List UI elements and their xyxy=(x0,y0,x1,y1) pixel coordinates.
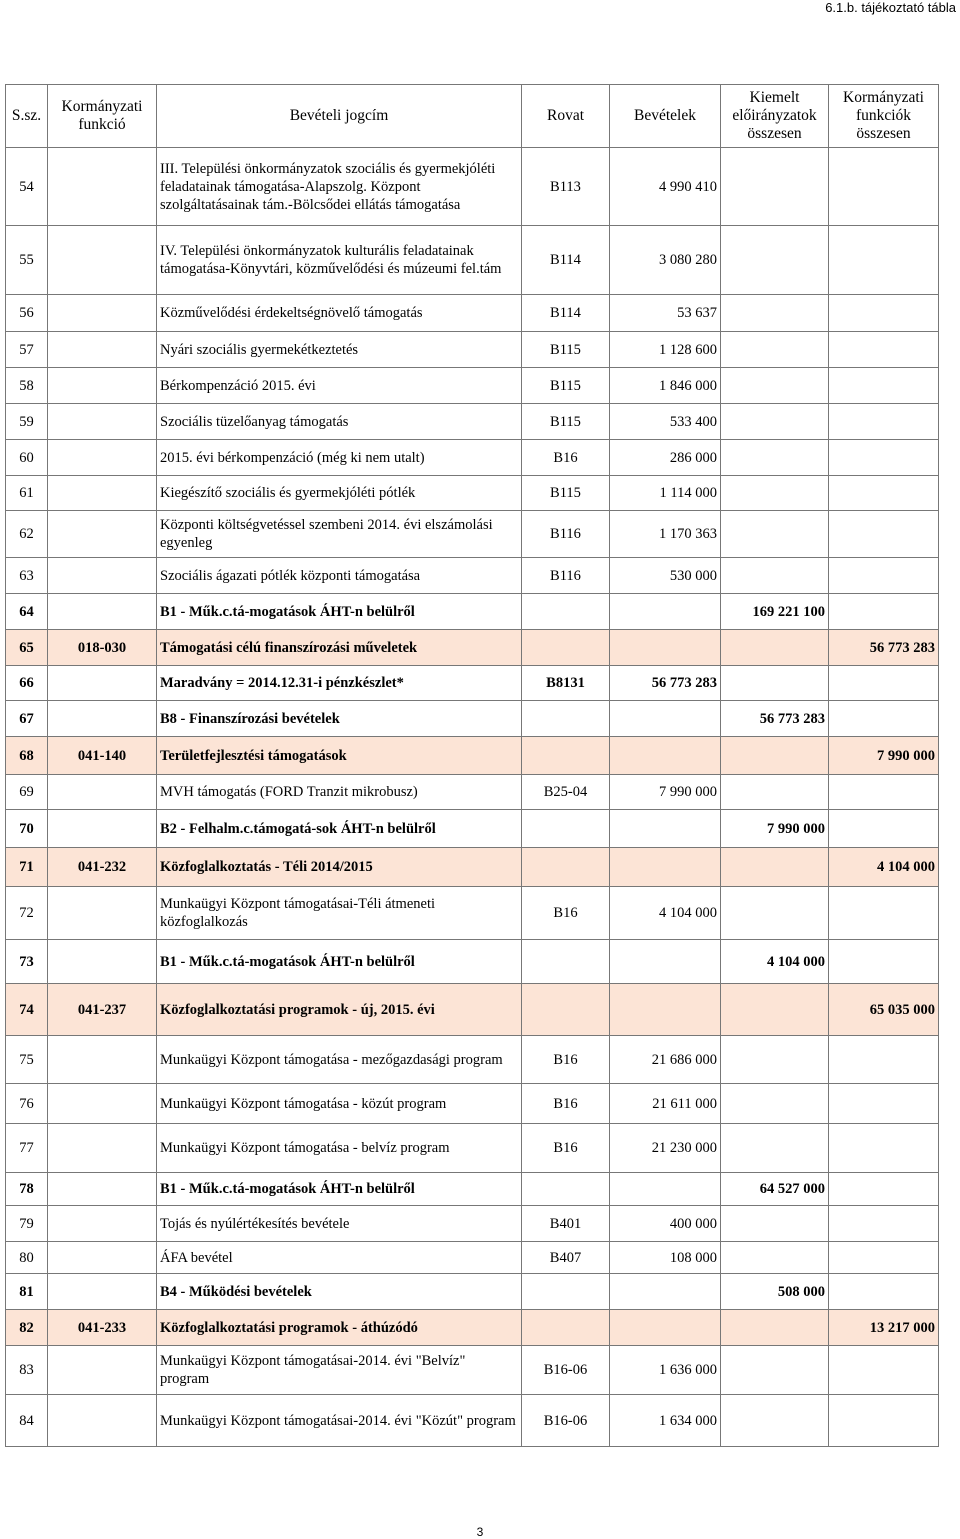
row-number: 54 xyxy=(6,148,48,226)
row-number: 79 xyxy=(6,1206,48,1242)
row-amount xyxy=(610,1310,721,1346)
row-kiemelt xyxy=(721,476,829,511)
row-korm xyxy=(829,1124,939,1173)
row-rovat: B16 xyxy=(522,440,610,476)
row-desc: Munkaügyi Központ támogatása - közút program xyxy=(157,1084,522,1124)
row-func: 018-030 xyxy=(48,630,157,666)
row-amount: 1 170 363 xyxy=(610,511,721,558)
row-rovat: B25-04 xyxy=(522,775,610,810)
row-kiemelt xyxy=(721,511,829,558)
row-korm xyxy=(829,295,939,332)
row-amount xyxy=(610,940,721,984)
row-korm: 13 217 000 xyxy=(829,1310,939,1346)
row-amount: 21 686 000 xyxy=(610,1036,721,1084)
row-rovat xyxy=(522,594,610,630)
row-amount: 530 000 xyxy=(610,558,721,594)
row-number: 80 xyxy=(6,1242,48,1274)
row-func xyxy=(48,1173,157,1206)
header-rovat: Rovat xyxy=(522,85,610,148)
row-korm xyxy=(829,1274,939,1310)
row-kiemelt xyxy=(721,848,829,887)
row-korm: 4 104 000 xyxy=(829,848,939,887)
row-kiemelt xyxy=(721,666,829,701)
row-desc: Bérkompenzáció 2015. évi xyxy=(157,368,522,404)
table-row xyxy=(6,1036,939,1084)
row-number: 55 xyxy=(6,226,48,295)
row-desc: Maradvány = 2014.12.31-i pénzkészlet* xyxy=(157,666,522,701)
row-desc: Munkaügyi Központ támogatásai-2014. évi "Közút" program xyxy=(157,1395,522,1447)
row-amount: 1 128 600 xyxy=(610,332,721,368)
row-korm: 56 773 283 xyxy=(829,630,939,666)
row-amount: 1 846 000 xyxy=(610,368,721,404)
row-kiemelt: 508 000 xyxy=(721,1274,829,1310)
row-number: 73 xyxy=(6,940,48,984)
row-desc: Közművelődési érdekeltségnövelő támogatás xyxy=(157,295,522,332)
row-amount: 1 634 000 xyxy=(610,1395,721,1447)
row-kiemelt xyxy=(721,332,829,368)
row-amount: 1 114 000 xyxy=(610,476,721,511)
row-kiemelt: 56 773 283 xyxy=(721,701,829,737)
table-row xyxy=(6,440,939,476)
row-korm xyxy=(829,1206,939,1242)
row-number: 76 xyxy=(6,1084,48,1124)
table-row xyxy=(6,666,939,701)
row-amount: 21 230 000 xyxy=(610,1124,721,1173)
row-desc: Munkaügyi Központ támogatásai-Téli átmeneti közfoglalkozás xyxy=(157,887,522,940)
row-korm xyxy=(829,1173,939,1206)
row-desc: IV. Települési önkormányzatok kulturális feladatainak támogatása-Könyvtári, közművelődési és múzeumi fel.tám xyxy=(157,226,522,295)
row-number: 64 xyxy=(6,594,48,630)
row-korm xyxy=(829,810,939,848)
table-row xyxy=(6,1395,939,1447)
header-title: Bevételi jogcím xyxy=(157,85,522,148)
row-kiemelt: 4 104 000 xyxy=(721,940,829,984)
row-number: 84 xyxy=(6,1395,48,1447)
row-func xyxy=(48,1346,157,1395)
table-row xyxy=(6,226,939,295)
row-desc: 2015. évi bérkompenzáció (még ki nem utalt) xyxy=(157,440,522,476)
row-number: 81 xyxy=(6,1274,48,1310)
row-func xyxy=(48,226,157,295)
row-func xyxy=(48,511,157,558)
table-row xyxy=(6,701,939,737)
row-korm xyxy=(829,1395,939,1447)
row-number: 74 xyxy=(6,984,48,1036)
row-amount xyxy=(610,1274,721,1310)
row-func xyxy=(48,1395,157,1447)
row-number: 69 xyxy=(6,775,48,810)
row-func xyxy=(48,594,157,630)
table-row xyxy=(6,1124,939,1173)
row-amount xyxy=(610,701,721,737)
row-korm xyxy=(829,476,939,511)
table-row xyxy=(6,775,939,810)
row-kiemelt xyxy=(721,558,829,594)
row-amount: 533 400 xyxy=(610,404,721,440)
table-row xyxy=(6,404,939,440)
row-func xyxy=(48,775,157,810)
row-korm xyxy=(829,666,939,701)
row-kiemelt xyxy=(721,148,829,226)
row-func xyxy=(48,404,157,440)
row-number: 62 xyxy=(6,511,48,558)
row-desc: B2 - Felhalm.c.támogatá-sok ÁHT-n belülről xyxy=(157,810,522,848)
row-amount: 56 773 283 xyxy=(610,666,721,701)
row-rovat: B113 xyxy=(522,148,610,226)
row-korm xyxy=(829,511,939,558)
row-desc: Központi költségvetéssel szembeni 2014. évi elszámolási egyenleg xyxy=(157,511,522,558)
row-kiemelt xyxy=(721,1242,829,1274)
row-desc: Területfejlesztési támogatások xyxy=(157,737,522,775)
row-kiemelt xyxy=(721,887,829,940)
row-number: 58 xyxy=(6,368,48,404)
row-amount: 4 990 410 xyxy=(610,148,721,226)
row-amount xyxy=(610,810,721,848)
row-korm xyxy=(829,332,939,368)
row-amount: 1 636 000 xyxy=(610,1346,721,1395)
row-kiemelt: 7 990 000 xyxy=(721,810,829,848)
row-rovat: B115 xyxy=(522,476,610,511)
row-korm xyxy=(829,775,939,810)
header-row xyxy=(6,85,939,148)
row-number: 72 xyxy=(6,887,48,940)
row-korm xyxy=(829,701,939,737)
table-row xyxy=(6,332,939,368)
header-bevetelek: Bevételek xyxy=(610,85,721,148)
row-amount xyxy=(610,630,721,666)
table-row xyxy=(6,1173,939,1206)
row-kiemelt xyxy=(721,404,829,440)
table-row xyxy=(6,630,939,666)
row-korm xyxy=(829,440,939,476)
row-number: 63 xyxy=(6,558,48,594)
row-func xyxy=(48,368,157,404)
table-row xyxy=(6,148,939,226)
row-amount xyxy=(610,594,721,630)
table-row xyxy=(6,594,939,630)
row-kiemelt xyxy=(721,226,829,295)
row-rovat: B116 xyxy=(522,511,610,558)
row-kiemelt xyxy=(721,368,829,404)
row-desc: Szociális tüzelőanyag támogatás xyxy=(157,404,522,440)
row-desc: Kiegészítő szociális és gyermekjóléti pótlék xyxy=(157,476,522,511)
row-func xyxy=(48,940,157,984)
row-amount: 400 000 xyxy=(610,1206,721,1242)
row-rovat: B16 xyxy=(522,1036,610,1084)
row-rovat xyxy=(522,630,610,666)
row-kiemelt xyxy=(721,1395,829,1447)
row-amount: 4 104 000 xyxy=(610,887,721,940)
row-rovat xyxy=(522,701,610,737)
row-korm xyxy=(829,1346,939,1395)
row-rovat: B407 xyxy=(522,1242,610,1274)
row-desc: Munkaügyi Központ támogatásai-2014. évi "Belvíz" program xyxy=(157,1346,522,1395)
row-korm xyxy=(829,1242,939,1274)
row-korm xyxy=(829,1036,939,1084)
row-desc: Támogatási célú finanszírozási műveletek xyxy=(157,630,522,666)
row-func xyxy=(48,1274,157,1310)
row-kiemelt xyxy=(721,1036,829,1084)
row-func xyxy=(48,701,157,737)
row-func xyxy=(48,666,157,701)
row-rovat: B16-06 xyxy=(522,1346,610,1395)
row-desc: Közfoglalkoztatás - Téli 2014/2015 xyxy=(157,848,522,887)
table-row xyxy=(6,887,939,940)
row-amount: 3 080 280 xyxy=(610,226,721,295)
row-rovat: B115 xyxy=(522,368,610,404)
table-row xyxy=(6,558,939,594)
row-rovat: B16 xyxy=(522,1084,610,1124)
row-kiemelt xyxy=(721,1206,829,1242)
row-number: 77 xyxy=(6,1124,48,1173)
row-amount: 286 000 xyxy=(610,440,721,476)
row-kiemelt xyxy=(721,1124,829,1173)
row-korm xyxy=(829,226,939,295)
row-number: 78 xyxy=(6,1173,48,1206)
row-desc: MVH támogatás (FORD Tranzit mikrobusz) xyxy=(157,775,522,810)
row-rovat: B401 xyxy=(522,1206,610,1242)
row-number: 75 xyxy=(6,1036,48,1084)
row-rovat xyxy=(522,1173,610,1206)
row-korm xyxy=(829,1084,939,1124)
row-func xyxy=(48,1084,157,1124)
row-korm: 65 035 000 xyxy=(829,984,939,1036)
table-row xyxy=(6,940,939,984)
table-row xyxy=(6,1206,939,1242)
table-row xyxy=(6,1242,939,1274)
row-rovat: B8131 xyxy=(522,666,610,701)
row-kiemelt xyxy=(721,1084,829,1124)
row-number: 65 xyxy=(6,630,48,666)
row-rovat xyxy=(522,848,610,887)
row-korm xyxy=(829,558,939,594)
header-kiemelt: Kiemelt előirányzatok összesen xyxy=(721,85,829,148)
row-number: 60 xyxy=(6,440,48,476)
table-row xyxy=(6,984,939,1036)
row-rovat: B114 xyxy=(522,226,610,295)
table-label: 6.1.b. tájékoztató tábla xyxy=(825,0,956,15)
row-kiemelt: 169 221 100 xyxy=(721,594,829,630)
row-kiemelt xyxy=(721,440,829,476)
row-rovat xyxy=(522,737,610,775)
table-row xyxy=(6,1346,939,1395)
row-func xyxy=(48,887,157,940)
table-row xyxy=(6,1274,939,1310)
row-func xyxy=(48,810,157,848)
row-rovat: B116 xyxy=(522,558,610,594)
row-rovat: B16-06 xyxy=(522,1395,610,1447)
table-row xyxy=(6,1084,939,1124)
row-desc: B1 - Műk.c.tá-mogatások ÁHT-n belülről xyxy=(157,594,522,630)
row-func xyxy=(48,1242,157,1274)
row-kiemelt xyxy=(721,775,829,810)
row-korm xyxy=(829,594,939,630)
row-rovat: B115 xyxy=(522,404,610,440)
row-desc: B1 - Műk.c.tá-mogatások ÁHT-n belülről xyxy=(157,1173,522,1206)
row-kiemelt xyxy=(721,1346,829,1395)
table-row xyxy=(6,511,939,558)
row-rovat xyxy=(522,984,610,1036)
header-ssz: S.sz. xyxy=(6,85,48,148)
header-korm: Kormányzati funkciók összesen xyxy=(829,85,939,148)
row-rovat xyxy=(522,1310,610,1346)
row-desc: III. Települési önkormányzatok szociális és gyermekjóléti feladatainak támogatása-Alapszolg. Központ szolgáltatásainak tám.-Bölcsődei ellátás támogatása xyxy=(157,148,522,226)
header-func: Kormányzati funkció xyxy=(48,85,157,148)
row-func: 041-233 xyxy=(48,1310,157,1346)
row-desc: Tojás és nyúlértékesítés bevétele xyxy=(157,1206,522,1242)
row-desc: Közfoglalkoztatási programok - áthúzódó xyxy=(157,1310,522,1346)
row-amount xyxy=(610,848,721,887)
table-row xyxy=(6,476,939,511)
row-number: 82 xyxy=(6,1310,48,1346)
row-func xyxy=(48,558,157,594)
row-rovat: B16 xyxy=(522,887,610,940)
table-row xyxy=(6,737,939,775)
row-korm xyxy=(829,148,939,226)
row-desc: B1 - Műk.c.tá-mogatások ÁHT-n belülről xyxy=(157,940,522,984)
row-amount xyxy=(610,984,721,1036)
row-number: 67 xyxy=(6,701,48,737)
row-desc: Munkaügyi Központ támogatása - belvíz program xyxy=(157,1124,522,1173)
row-number: 70 xyxy=(6,810,48,848)
row-kiemelt xyxy=(721,984,829,1036)
row-amount: 108 000 xyxy=(610,1242,721,1274)
row-amount: 53 637 xyxy=(610,295,721,332)
row-func xyxy=(48,332,157,368)
row-desc: B4 - Működési bevételek xyxy=(157,1274,522,1310)
row-kiemelt xyxy=(721,630,829,666)
row-func: 041-140 xyxy=(48,737,157,775)
page-number: 3 xyxy=(476,1525,484,1539)
row-amount xyxy=(610,1173,721,1206)
row-rovat: B16 xyxy=(522,1124,610,1173)
row-kiemelt xyxy=(721,1310,829,1346)
row-rovat xyxy=(522,810,610,848)
row-number: 61 xyxy=(6,476,48,511)
row-korm: 7 990 000 xyxy=(829,737,939,775)
row-number: 66 xyxy=(6,666,48,701)
row-kiemelt xyxy=(721,295,829,332)
row-func xyxy=(48,476,157,511)
row-number: 83 xyxy=(6,1346,48,1395)
row-kiemelt: 64 527 000 xyxy=(721,1173,829,1206)
row-desc: Szociális ágazati pótlék központi támogatása xyxy=(157,558,522,594)
row-func xyxy=(48,440,157,476)
row-number: 57 xyxy=(6,332,48,368)
row-number: 71 xyxy=(6,848,48,887)
row-func: 041-232 xyxy=(48,848,157,887)
row-kiemelt xyxy=(721,737,829,775)
budget-table xyxy=(5,84,939,1447)
row-desc: Közfoglalkoztatási programok - új, 2015. évi xyxy=(157,984,522,1036)
row-desc: ÁFA bevétel xyxy=(157,1242,522,1274)
row-desc: Munkaügyi Központ támogatása - mezőgazdasági program xyxy=(157,1036,522,1084)
row-korm xyxy=(829,940,939,984)
row-korm xyxy=(829,404,939,440)
row-rovat: B114 xyxy=(522,295,610,332)
row-func xyxy=(48,295,157,332)
row-func xyxy=(48,1124,157,1173)
row-func xyxy=(48,1036,157,1084)
row-number: 68 xyxy=(6,737,48,775)
row-desc: B8 - Finanszírozási bevételek xyxy=(157,701,522,737)
row-rovat xyxy=(522,940,610,984)
row-korm xyxy=(829,368,939,404)
row-func: 041-237 xyxy=(48,984,157,1036)
row-desc: Nyári szociális gyermekétkeztetés xyxy=(157,332,522,368)
row-number: 56 xyxy=(6,295,48,332)
table-row xyxy=(6,295,939,332)
table-row xyxy=(6,1310,939,1346)
row-amount: 21 611 000 xyxy=(610,1084,721,1124)
table-row xyxy=(6,848,939,887)
table-row xyxy=(6,810,939,848)
row-func xyxy=(48,148,157,226)
row-amount: 7 990 000 xyxy=(610,775,721,810)
row-number: 59 xyxy=(6,404,48,440)
row-rovat xyxy=(522,1274,610,1310)
row-korm xyxy=(829,887,939,940)
row-func xyxy=(48,1206,157,1242)
row-amount xyxy=(610,737,721,775)
table-row xyxy=(6,368,939,404)
row-rovat: B115 xyxy=(522,332,610,368)
